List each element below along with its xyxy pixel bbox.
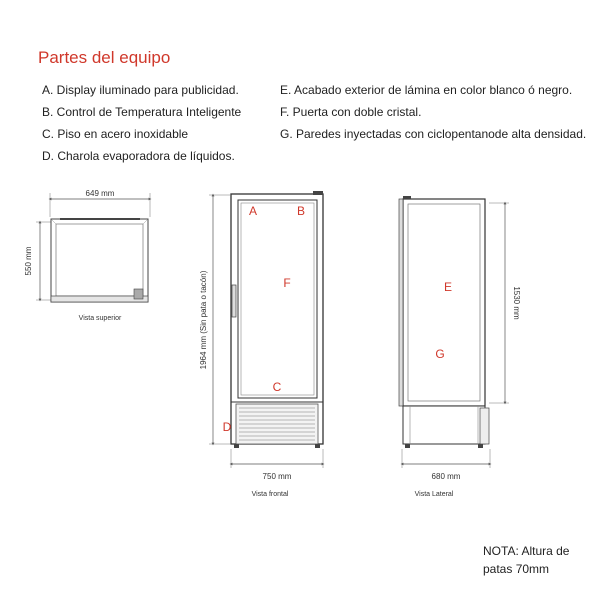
- side-view-cabinet: [403, 199, 485, 406]
- front-view: [199, 191, 323, 498]
- note-line-2: patas 70mm: [483, 562, 550, 576]
- front-view-caption: Vista frontal: [251, 491, 289, 498]
- side-view-height-label: 1530 mm: [512, 286, 521, 320]
- side-view-base: [403, 406, 485, 444]
- part-f: F. Puerta con doble cristal.: [280, 105, 422, 119]
- section-title: Partes del equipo: [38, 48, 171, 67]
- part-g: G. Paredes inyectadas con ciclopentanode alta densidad.: [280, 127, 587, 141]
- top-view-width-label: 649 mm: [85, 189, 115, 198]
- marker-a: A: [248, 204, 258, 218]
- top-view-depth-label: 550 mm: [24, 246, 33, 276]
- side-view: [399, 196, 521, 498]
- part-e: E. Acabado exterior de lámina en color blanco ó negro.: [280, 83, 573, 97]
- top-view-caption: Vista superior: [78, 315, 122, 322]
- top-view: [24, 189, 150, 322]
- note: [483, 542, 569, 578]
- side-view-condenser-box: [480, 408, 489, 444]
- marker-d: D: [222, 420, 232, 434]
- marker-e: E: [443, 280, 453, 294]
- part-c: C. Piso en acero inoxidable: [42, 127, 189, 141]
- top-view-outline: [51, 219, 148, 302]
- marker-g: G: [435, 347, 445, 361]
- part-d: D. Charola evaporadora de líquidos.: [42, 149, 235, 163]
- part-b: B. Control de Temperatura Inteligente: [42, 105, 242, 119]
- side-view-width-label: 680 mm: [431, 472, 461, 481]
- top-view-handle: [134, 289, 143, 299]
- door-handle: [232, 285, 236, 317]
- part-a: A. Display iluminado para publicidad.: [42, 83, 239, 97]
- side-view-caption: Vista Lateral: [414, 491, 454, 498]
- marker-b: B: [296, 204, 306, 218]
- marker-c: C: [272, 380, 282, 394]
- front-view-height-label: 1964 mm (Sin pata o tacón): [199, 270, 208, 370]
- marker-f: F: [283, 276, 291, 290]
- front-view-width-label: 750 mm: [262, 472, 292, 481]
- front-view-door-glass: [238, 200, 317, 398]
- note-line-1: NOTA: Altura de: [483, 544, 570, 558]
- side-view-door-edge: [399, 199, 403, 406]
